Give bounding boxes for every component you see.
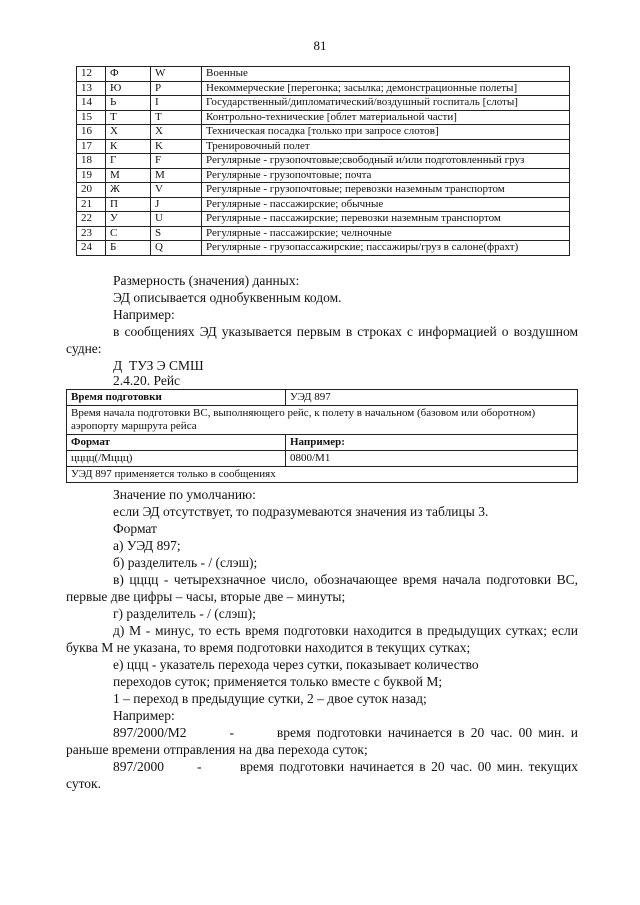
row-cyrillic-code-cell: Х <box>106 125 151 140</box>
field-code-cell: УЭД 897 <box>286 390 578 406</box>
row-description-cell: Контрольно-технические [облет материальной части] <box>202 110 570 125</box>
row-description-cell: Некоммерческие [перегонка; засылка; демонстрационные полеты] <box>202 81 570 96</box>
row-cyrillic-code-cell: У <box>106 212 151 227</box>
codes-table-row <box>77 81 570 96</box>
example-value-cell: 0800/М1 <box>286 451 578 467</box>
row-description-cell: Тренировочный полет <box>202 139 570 154</box>
row-cyrillic-code-cell: С <box>106 226 151 241</box>
codes-table-row <box>77 212 570 227</box>
row-latin-code-cell: M <box>151 168 202 183</box>
row-number-cell: 17 <box>77 139 106 154</box>
row-latin-code-cell: U <box>151 212 202 227</box>
codes-table-row <box>77 241 570 256</box>
row-cyrillic-code-cell: М <box>106 168 151 183</box>
format-label-cell: Формат <box>67 435 286 451</box>
item-d-separator: г) разделитель - / (слэш); <box>113 606 256 621</box>
row-description-cell: Регулярные - пассажирские; перевозки наземным транспортом <box>202 212 570 227</box>
item-e-line2: буква М не указана, то время подготовки находится в текущих сутках; <box>66 640 471 655</box>
row-description-cell: Государственный/дипломатический/воздушный госпиталь [слоты] <box>202 96 570 111</box>
field-description-cell: Время начала подготовки ВС, выполняющего рейс, к полету в начальном (базовом или оборотном) аэропорту маршрута рейса <box>67 406 578 435</box>
row-cyrillic-code-cell: Г <box>106 154 151 169</box>
example-label-2: Например: <box>113 708 175 723</box>
row-description-cell: Регулярные - пассажирские; обычные <box>202 197 570 212</box>
codes-table-body <box>77 67 570 256</box>
page-number: 81 <box>313 38 327 53</box>
dimension-heading: Размерность (значения) данных: <box>113 273 300 288</box>
item-b: б) разделитель - / (слэш); <box>113 555 258 570</box>
format-heading: Формат <box>113 521 157 536</box>
row-number-cell: 12 <box>77 67 106 82</box>
codes-table-row <box>77 168 570 183</box>
codes-table-row <box>77 110 570 125</box>
row-latin-code-cell: I <box>151 96 202 111</box>
codes-table-row <box>77 197 570 212</box>
dimension-text: ЭД описывается однобуквенным кодом. <box>113 290 342 305</box>
row-description-cell: Техническая посадка [только при запросе слотов] <box>202 125 570 140</box>
example1-line2: раньше времени отправления на два перехода суток; <box>66 742 368 757</box>
codes-table-row <box>77 183 570 198</box>
row-number-cell: 22 <box>77 212 106 227</box>
row-description-cell: Регулярные - грузопочтовые;свободный и/или подготовленный груз <box>202 154 570 169</box>
flight-type-codes-table <box>76 66 570 256</box>
example1-line1: 897/2000/М2 - время подготовки начинается в 20 час. 00 мин. и <box>113 725 578 740</box>
row-number-cell: 20 <box>77 183 106 198</box>
row-description-cell: Военные <box>202 67 570 82</box>
example-code: Д ТУЗ Э СМШ <box>113 358 204 373</box>
row-latin-code-cell: V <box>151 183 202 198</box>
item-a: а) УЭД 897; <box>113 538 181 553</box>
row-number-cell: 23 <box>77 226 106 241</box>
row-cyrillic-code-cell: Б <box>106 241 151 256</box>
row-latin-code-cell: J <box>151 197 202 212</box>
row-latin-code-cell: X <box>151 125 202 140</box>
row-number-cell: 19 <box>77 168 106 183</box>
field-note-cell: УЭД 897 применяется только в сообщениях <box>67 467 578 483</box>
row-number-cell: 14 <box>77 96 106 111</box>
row-number-cell: 13 <box>77 81 106 96</box>
item-f-line2: переходов суток; применяется только вместе с буквой М; <box>113 674 443 689</box>
format-value-cell: цццц(/Мццц) <box>67 451 286 467</box>
section-heading: 2.4.20. Рейс <box>113 373 181 388</box>
row-number-cell: 15 <box>77 110 106 125</box>
row-description-cell: Регулярные - грузопочтовые; перевозки наземным транспортом <box>202 183 570 198</box>
codes-table-row <box>77 67 570 82</box>
item-f-line3: 1 – переход в предыдущие сутки, 2 – двое суток назад; <box>113 691 427 706</box>
field-name-cell: Время подготовки <box>67 390 286 406</box>
example2-line1: 897/2000 - время подготовки начинается в 20 час. 00 мин. текущих <box>113 759 578 774</box>
row-latin-code-cell: T <box>151 110 202 125</box>
row-description-cell: Регулярные - грузопассажирские; пассажиры/груз в салоне(фрахт) <box>202 241 570 256</box>
row-cyrillic-code-cell: Ю <box>106 81 151 96</box>
row-description-cell: Регулярные - пассажирские; челночные <box>202 226 570 241</box>
row-description-cell: Регулярные - грузопочтовые; почта <box>202 168 570 183</box>
codes-table-row <box>77 226 570 241</box>
row-latin-code-cell: W <box>151 67 202 82</box>
row-cyrillic-code-cell: П <box>106 197 151 212</box>
row-number-cell: 18 <box>77 154 106 169</box>
codes-table-row <box>77 125 570 140</box>
default-heading: Значение по умолчанию: <box>113 487 256 502</box>
codes-table-row <box>77 139 570 154</box>
item-f-line1: е) ццц - указатель перехода через сутки, показывает количество <box>113 657 479 672</box>
default-text: если ЭД отсутствует, то подразумеваются значения из таблицы 3. <box>113 504 489 519</box>
row-cyrillic-code-cell: Т <box>106 110 151 125</box>
example-label-cell: Например: <box>286 435 578 451</box>
example-text-line2: судне: <box>66 341 102 356</box>
row-latin-code-cell: S <box>151 226 202 241</box>
codes-table-row <box>77 96 570 111</box>
row-latin-code-cell: F <box>151 154 202 169</box>
item-c-line2: первые две цифры – часы, вторые две – минуты; <box>66 589 346 604</box>
example2-line2: суток. <box>66 776 101 791</box>
row-latin-code-cell: Q <box>151 241 202 256</box>
row-cyrillic-code-cell: Ж <box>106 183 151 198</box>
codes-table-row <box>77 154 570 169</box>
row-cyrillic-code-cell: К <box>106 139 151 154</box>
example-label: Например: <box>113 307 175 322</box>
row-latin-code-cell: K <box>151 139 202 154</box>
field-description-table <box>66 389 578 483</box>
row-latin-code-cell: P <box>151 81 202 96</box>
item-c-line1: в) цццц - четырехзначное число, обозначающее время начала подготовки ВС, <box>113 572 578 587</box>
row-cyrillic-code-cell: Ь <box>106 96 151 111</box>
row-number-cell: 21 <box>77 197 106 212</box>
row-number-cell: 16 <box>77 125 106 140</box>
row-number-cell: 24 <box>77 241 106 256</box>
example-text-line1: в сообщениях ЭД указывается первым в строках с информацией о воздушном <box>113 324 578 339</box>
row-cyrillic-code-cell: Ф <box>106 67 151 82</box>
item-e-line1: д) М - минус, то есть время подготовки находится в предыдущих сутках; если <box>113 623 578 638</box>
